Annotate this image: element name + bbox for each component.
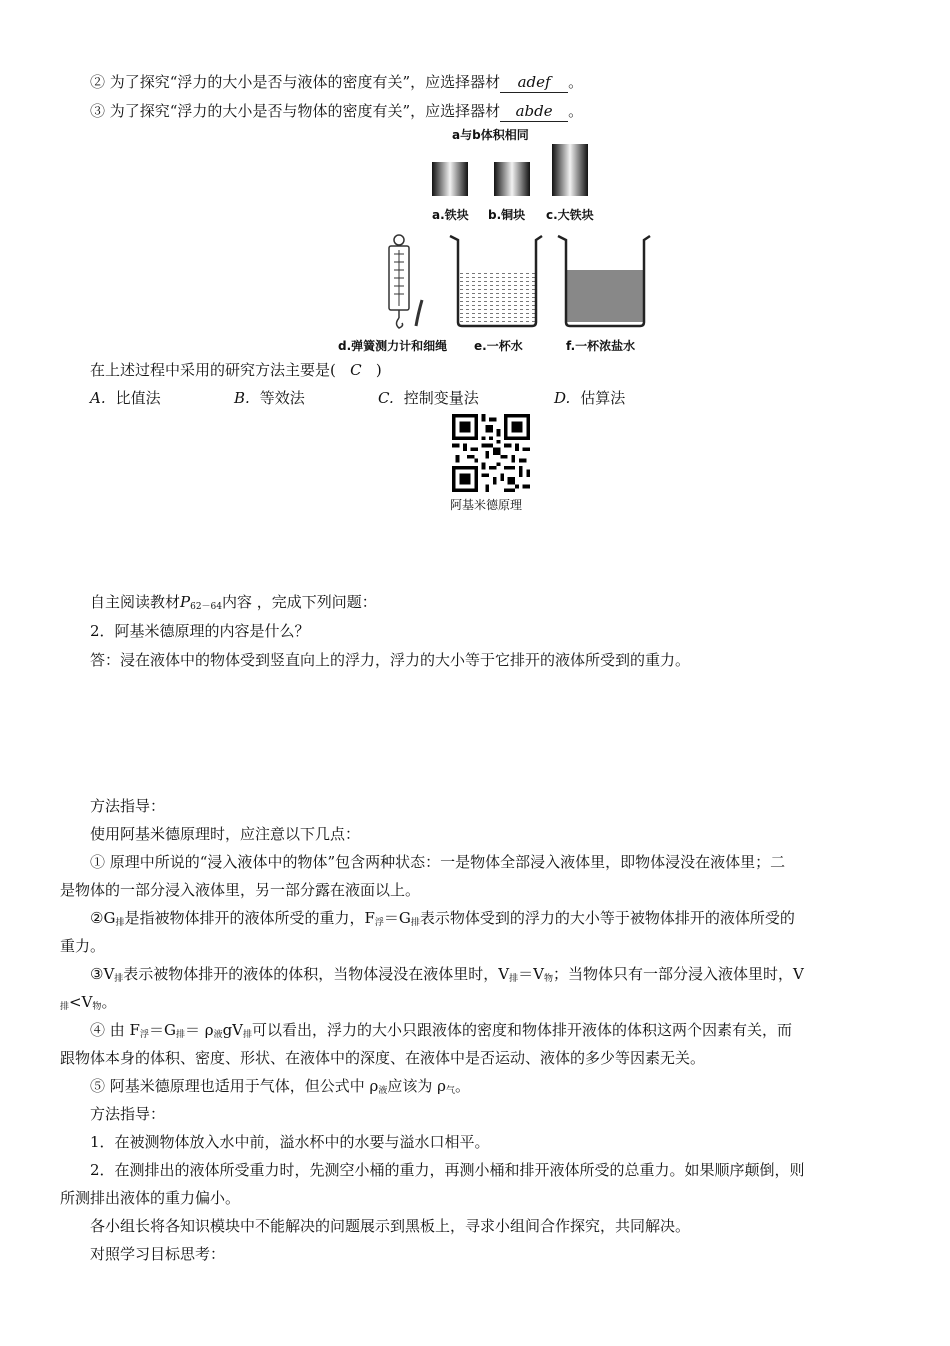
- point-1-line-2: 是物体的一部分浸入液体里，另一部分露在液面以上。: [60, 881, 421, 899]
- question-2-line: ② 为了探究“浮力的大小是否与液体的密度有关”，应选择器材 adef 。: [90, 73, 584, 91]
- copper-block: [494, 162, 530, 196]
- point-3-line-2: $_排<V_物$。: [60, 993, 117, 1012]
- method-2-item-1: 1．在被测物体放入水中前，溢水杯中的水要与溢水口相平。: [90, 1133, 490, 1151]
- point-4-line-1: ④ 由 $F_浮=G_排= \rho_液gV_排$可以看出，浮力的大小只跟液体的密度和物体排开液体的体积这两个因素有关，而: [90, 1021, 793, 1040]
- method-title: 方法指导：: [90, 797, 166, 815]
- label-d: d.弹簧测力计和细绳: [338, 339, 448, 353]
- spring-scale: [389, 235, 422, 328]
- option-a: A. 比值法: [90, 389, 161, 407]
- point-2-line-2: 重力。: [60, 937, 106, 955]
- large-iron-block: [552, 144, 588, 196]
- question-3-line: ③ 为了探究“浮力的大小是否与物体的密度有关”，应选择器材 abde 。: [90, 102, 584, 120]
- label-e: e.一杯水: [474, 339, 523, 353]
- choice-answer: C: [350, 361, 362, 379]
- question-2: 2．阿基米德原理的内容是什么？: [90, 622, 310, 640]
- point-4-line-2: 跟物体本身的体积、密度、形状、在液体中的深度、在液体中是否运动、液体的多少等因素无关。: [60, 1049, 706, 1067]
- iron-block: [432, 162, 468, 196]
- point-2-line-1: $②G_排$是指被物体排开的液体所受的重力，$F_浮=G_排$表示物体受到的浮力的大小等于被物体排开的液体所受的: [90, 909, 795, 928]
- figure-note: a与b体积相同: [452, 128, 529, 142]
- label-a: a.铁块: [432, 208, 469, 222]
- apparatus-figure: [370, 140, 670, 340]
- answer-2: 答：浸在液体中的物体受到竖直向上的浮力，浮力的大小等于它排开的液体所受到的重力。: [90, 651, 691, 669]
- answer-blank: abde: [500, 101, 568, 122]
- closing-instruction: 各小组长将各知识模块中不能解决的问题展示到黑板上，寻求小组间合作探究，共同解决。: [90, 1217, 691, 1235]
- label-b: b.铜块: [488, 208, 526, 222]
- beaker-brine: [558, 236, 650, 326]
- reading-instruction: 自主阅读教材$P_{62-64}$内容 ，完成下列问题：: [90, 593, 377, 612]
- qr-caption: 阿基米德原理: [450, 498, 523, 512]
- option-b: B. 等效法: [234, 389, 305, 407]
- label-c: c.大铁块: [546, 208, 594, 222]
- point-5: ⑤ 阿基米德原理也适用于气体，但公式中 $\rho_液$应该为 $\rho_气$。: [90, 1077, 470, 1096]
- choice-question: 在上述过程中采用的研究方法主要是( C ): [90, 361, 382, 379]
- method-2-item-2-line-1: 2．在测排出的液体所受重力时，先测空小桶的重力，再测小桶和排开液体所受的总重力。如果顺序颠倒，则: [90, 1161, 805, 1179]
- option-d: D. 估算法: [554, 389, 626, 407]
- method-2-item-2-line-2: 所测排出液体的重力偏小。: [60, 1189, 241, 1207]
- beaker-water: [450, 236, 542, 326]
- answer-blank: adef: [500, 72, 568, 93]
- method-2-title: 方法指导：: [90, 1105, 166, 1123]
- closing-reflection: 对照学习目标思考：: [90, 1245, 226, 1263]
- point-3-line-1: $③V_排$表示被物体排开的液体的体积，当物体浸没在液体里时，$V_排=V_物$；当物体只有一部分浸入液体里时，V: [90, 965, 804, 984]
- option-c: C. 控制变量法: [378, 389, 479, 407]
- qr-code-icon[interactable]: [452, 414, 530, 492]
- point-1-line-1: ① 原理中所说的“浸入液体中的物体”包含两种状态：一是物体全部浸入液体里，即物体浸没在液体里；二: [90, 853, 786, 871]
- method-intro: 使用阿基米德原理时，应注意以下几点：: [90, 825, 361, 843]
- label-f: f.一杯浓盐水: [566, 339, 636, 353]
